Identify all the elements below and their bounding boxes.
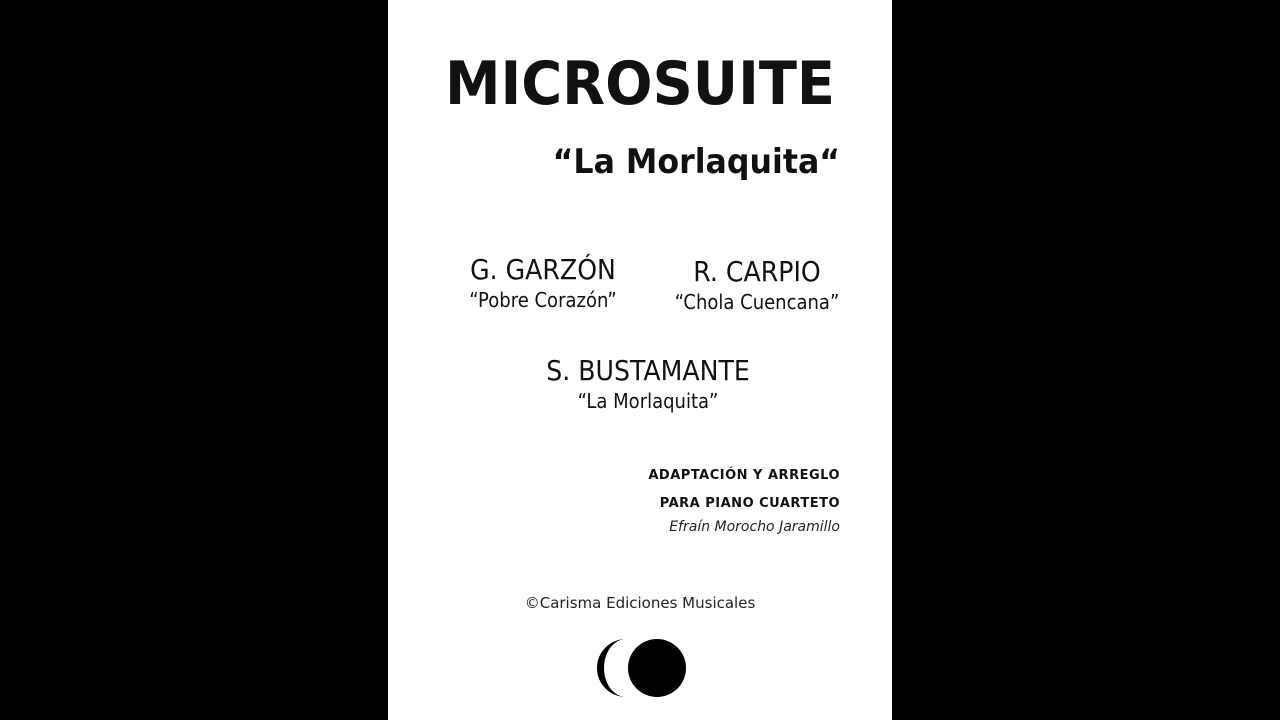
publisher-logo-icon <box>592 636 696 700</box>
composer-block-carpio <box>642 255 872 315</box>
composer-block-bustamante <box>498 354 798 414</box>
cover-subtitle: “La Morlaquita“ <box>552 142 840 182</box>
composer-name: R. CARPIO <box>693 255 821 288</box>
credits-line-2: PARA PIANO CUARTETO <box>659 496 840 511</box>
composer-name: G. GARZÓN <box>470 253 616 286</box>
arranger-name: Efraín Morocho Jaramillo <box>669 519 840 535</box>
song-title: “La Morlaquita” <box>577 389 719 413</box>
composer-block-garzon <box>428 253 658 313</box>
credits-line-1: ADAPTACIÓN Y ARREGLO <box>648 468 840 483</box>
score-cover-page <box>388 0 892 720</box>
composer-name: S. BUSTAMANTE <box>546 354 750 387</box>
song-title: “Chola Cuencana” <box>674 290 840 314</box>
song-title: “Pobre Corazón” <box>469 288 617 312</box>
copyright-notice: ©Carisma Ediciones Musicales <box>524 594 756 612</box>
cover-title: MICROSUITE <box>444 49 836 119</box>
arrangement-credits <box>648 462 840 536</box>
